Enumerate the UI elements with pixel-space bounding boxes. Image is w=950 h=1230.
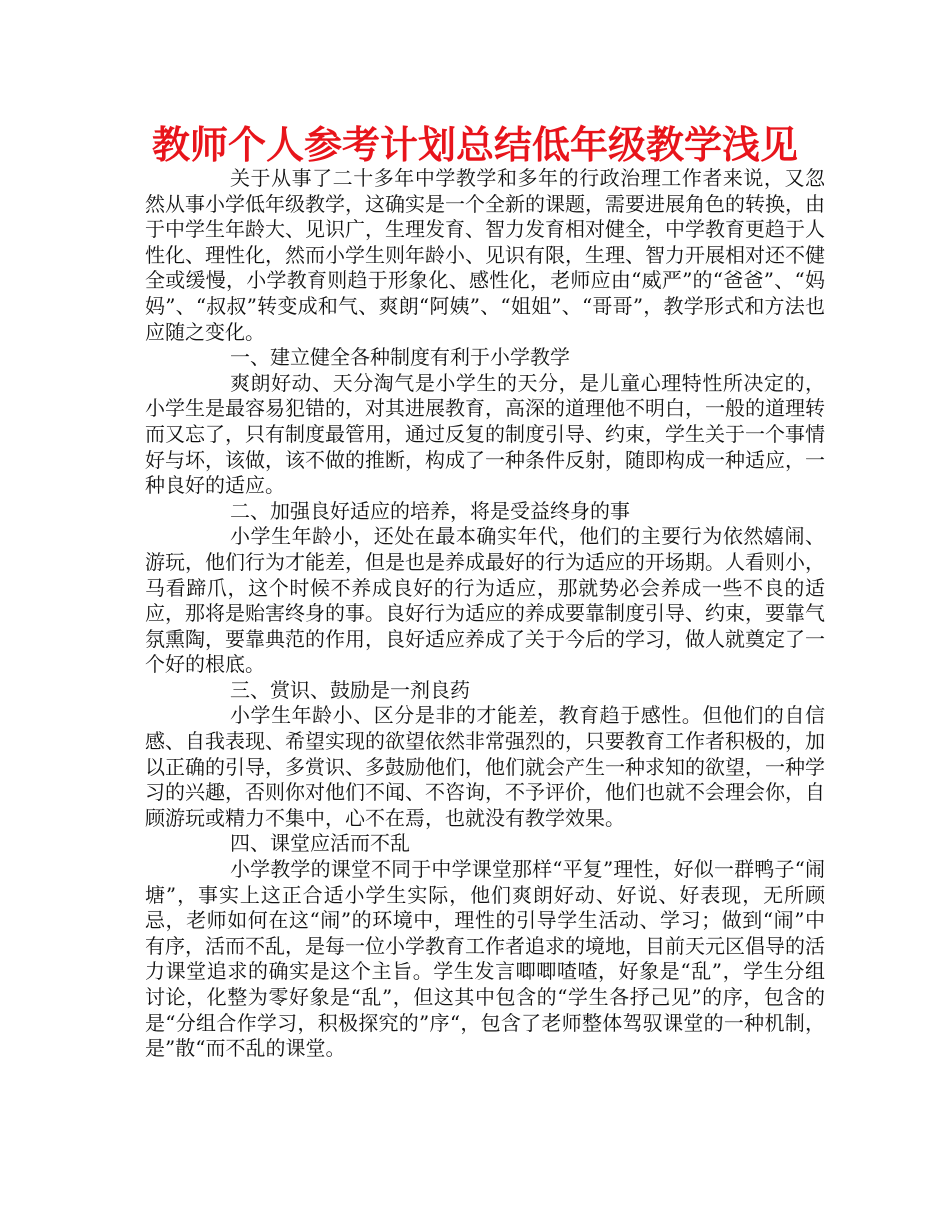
paragraph-section-2: 小学生年龄小，还处在最本确实年代，他们的主要行为依然嬉闹、游玩，他们行为才能差，但是也是养成最好的行为适应的开场期。人看则小，马看蹄爪，这个时候不养成良好的行为适应，那就势必会养成一些不良的适应，那将是贻害终身的事。良好行为适应的养成要靠制度引导、约束，要靠气氛熏陶，要靠典范的作用，良好适应养成了关于今后的学习，做人就奠定了一个好的根底。 xyxy=(145,524,825,677)
paragraph-intro: 关于从事了二十多年中学教学和多年的行政治理工作者来说，又忽然从事小学低年级教学，这确实是一个全新的课题，需要进展角色的转换，由于中学生年龄大、见识广，生理发育、智力发育相对健全，中学教育更趋于人性化、理性化，然而小学生则年龄小、见识有限，生理、智力开展相对还不健全或缓慢，小学教育则趋于形象化、感性化，老师应由“威严”的“爸爸”、“妈妈”、“叔叔”转变成和气、爽朗“阿姨”、“姐姐”、“哥哥”，教学形式和方法也应随之变化。 xyxy=(145,166,825,344)
paragraph-section-1: 爽朗好动、天分淘气是小学生的天分，是儿童心理特性所决定的，小学生是最容易犯错的，对其进展教育，高深的道理他不明白，一般的道理转而又忘了，只有制度最管用，通过反复的制度引导、约束，学生关于一个事情好与坏，该做，该不做的推断，构成了一种条件反射，随即构成一种适应，一种良好的适应。 xyxy=(145,370,825,498)
section-heading-1: 一、建立健全各种制度有利于小学教学 xyxy=(230,345,570,370)
paragraph-section-4: 小学教学的课堂不同于中学课堂那样“平复”理性，好似一群鸭子“闹塘”，事实上这正合适小学生实际，他们爽朗好动、好说、好表现，无所顾忌，老师如何在这“闹”的环境中，理性的引导学生活动、学习；做到“闹”中有序，活而不乱，是每一位小学教育工作者追求的境地，目前天元区倡导的活力课堂追求的确实是这个主旨。学生发言唧唧喳喳，好象是“乱”，学生分组讨论，化整为零好象是“乱”，但这其中包含的“学生各抒己见”的序，包含的是“分组合作学习，积极探究的”序“，包含了老师整体驾驭课堂的一种机制，是”散“而不乱的课堂。 xyxy=(145,857,825,1061)
paragraph-section-3: 小学生年龄小、区分是非的才能差，教育趋于感性。但他们的自信感、自我表现、希望实现的欲望依然非常强烈的，只要教育工作者积极的，加以正确的引导，多赏识、多鼓励他们，他们就会产生一种求知的欲望，一种学习的兴趣，否则你对他们不闻、不咨询，不予评价，他们也就不会理会你，自顾游玩或精力不集中，心不在焉，也就没有教学效果。 xyxy=(145,703,825,830)
section-heading-3: 三、赏识、鼓励是一剂良药 xyxy=(230,677,470,702)
section-heading-2: 二、加强良好适应的培养，将是受益终身的事 xyxy=(230,498,630,523)
section-heading-4: 四、课堂应活而不乱 xyxy=(230,831,410,856)
document-body xyxy=(145,166,825,1062)
document-title: 教师个人参考计划总结低年级教学浅见 xyxy=(151,123,798,167)
